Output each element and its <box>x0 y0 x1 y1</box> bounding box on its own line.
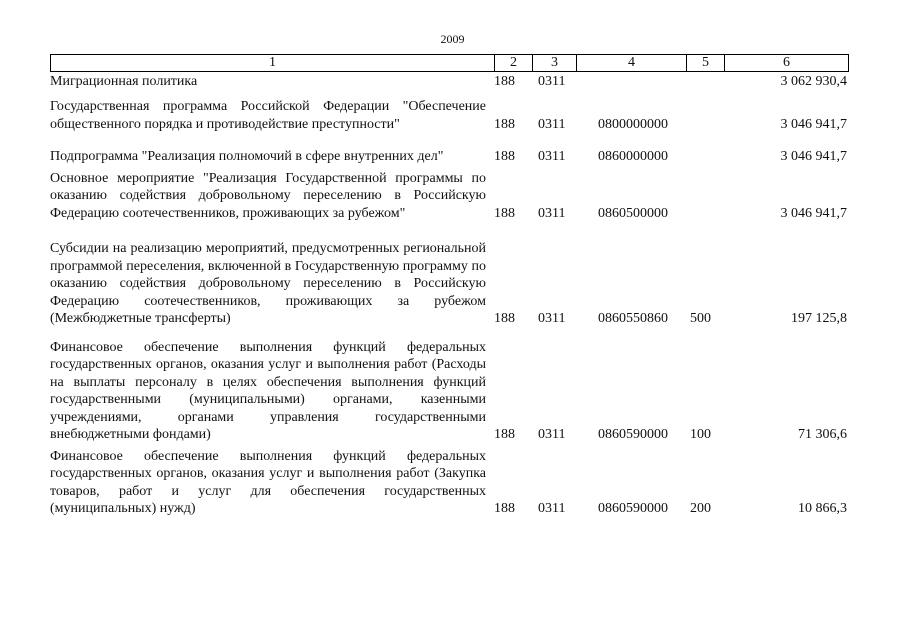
column-number-header <box>50 54 849 72</box>
row-gr: 188 <box>494 427 515 442</box>
row-name: Субсидии на реализацию мероприятий, предусмотренных региональной программой переселения, включенной в Государственную программу по оказанию содействия добровольному переселению в Российскую Федерацию соотечественников, проживающих за рубежом (Межбюджетные трансферты) <box>50 241 486 326</box>
row-gr: 188 <box>494 205 515 221</box>
row-name: Финансовое обеспечение выполнения функций федеральных государственных органов, оказания услуг и выполнения работ (Закупка товаров, работ и услуг для обеспечения государственных (муниципальных) нужд) <box>50 448 486 516</box>
table-row <box>50 98 848 133</box>
header-row <box>51 55 849 72</box>
row-gr: 188 <box>494 149 515 164</box>
row-name: Государственная программа Российской Федерации "Обеспечение общественного порядка и противодействие преступности" <box>50 99 486 132</box>
row-vr: 100 <box>690 427 711 442</box>
row-rz: 0311 <box>538 205 566 221</box>
row-sum: 3 046 941,7 <box>780 149 847 164</box>
header-col-5: 5 <box>687 55 725 72</box>
budget-table <box>50 71 848 518</box>
row-gr: 188 <box>494 116 515 132</box>
row-vr: 500 <box>690 311 711 326</box>
row-vr <box>686 71 724 90</box>
row-sum: 3 046 941,7 <box>780 116 847 132</box>
row-rz: 0311 <box>538 116 566 132</box>
row-name: Финансовое обеспечение выполнения функций федеральных государственных органов, оказания услуг и выполнения работ (Расходы на выплаты персоналу в целях обеспечения выполнения функций государственными (муниципальными) органами, казенными учреждениями, органами управления государственными внебюджетными фондами) <box>50 339 486 442</box>
row-sum: 197 125,8 <box>791 311 847 326</box>
row-sum: 71 306,6 <box>798 427 847 442</box>
row-sum: 3 046 941,7 <box>780 205 847 221</box>
header-col-2: 2 <box>495 55 533 72</box>
row-rz: 0311 <box>538 149 566 164</box>
table-row <box>50 148 848 166</box>
row-rz: 0311 <box>538 73 566 89</box>
row-cs: 0800000000 <box>598 116 668 132</box>
row-cs: 0860000000 <box>598 149 668 164</box>
row-sum: 3 062 930,4 <box>780 73 847 89</box>
page-number: 2009 <box>440 32 465 46</box>
row-vr <box>686 98 724 133</box>
row-name: Основное мероприятие "Реализация Государственной программы по оказанию содействия добровольному переселению в Российскую Федерацию соотечественников, проживающих за рубежом" <box>50 170 486 221</box>
row-cs: 0860500000 <box>598 205 668 221</box>
row-rz: 0311 <box>538 501 566 516</box>
table-row <box>50 240 848 328</box>
table-row <box>50 339 848 444</box>
row-gr: 188 <box>494 73 515 89</box>
table-row <box>50 170 848 223</box>
row-vr: 200 <box>690 501 711 516</box>
row-vr <box>686 170 724 223</box>
row-name: Миграционная политика <box>50 73 198 89</box>
row-name: Подпрограмма "Реализация полномочий в сфере внутренних дел" <box>50 149 444 164</box>
row-rz: 0311 <box>538 427 566 442</box>
row-rz: 0311 <box>538 311 566 326</box>
row-cs: 0860550860 <box>598 311 668 326</box>
row-vr <box>686 148 724 166</box>
header-col-3: 3 <box>533 55 577 72</box>
row-gr: 188 <box>494 311 515 326</box>
row-gr: 188 <box>494 501 515 516</box>
header-col-1: 1 <box>51 55 495 72</box>
table-row <box>50 448 848 518</box>
row-sum: 10 866,3 <box>798 501 847 516</box>
header-col-6: 6 <box>725 55 849 72</box>
table-row <box>50 71 848 90</box>
row-cs <box>576 71 686 90</box>
row-cs: 0860590000 <box>598 427 668 442</box>
header-col-4: 4 <box>577 55 687 72</box>
row-cs: 0860590000 <box>598 501 668 516</box>
